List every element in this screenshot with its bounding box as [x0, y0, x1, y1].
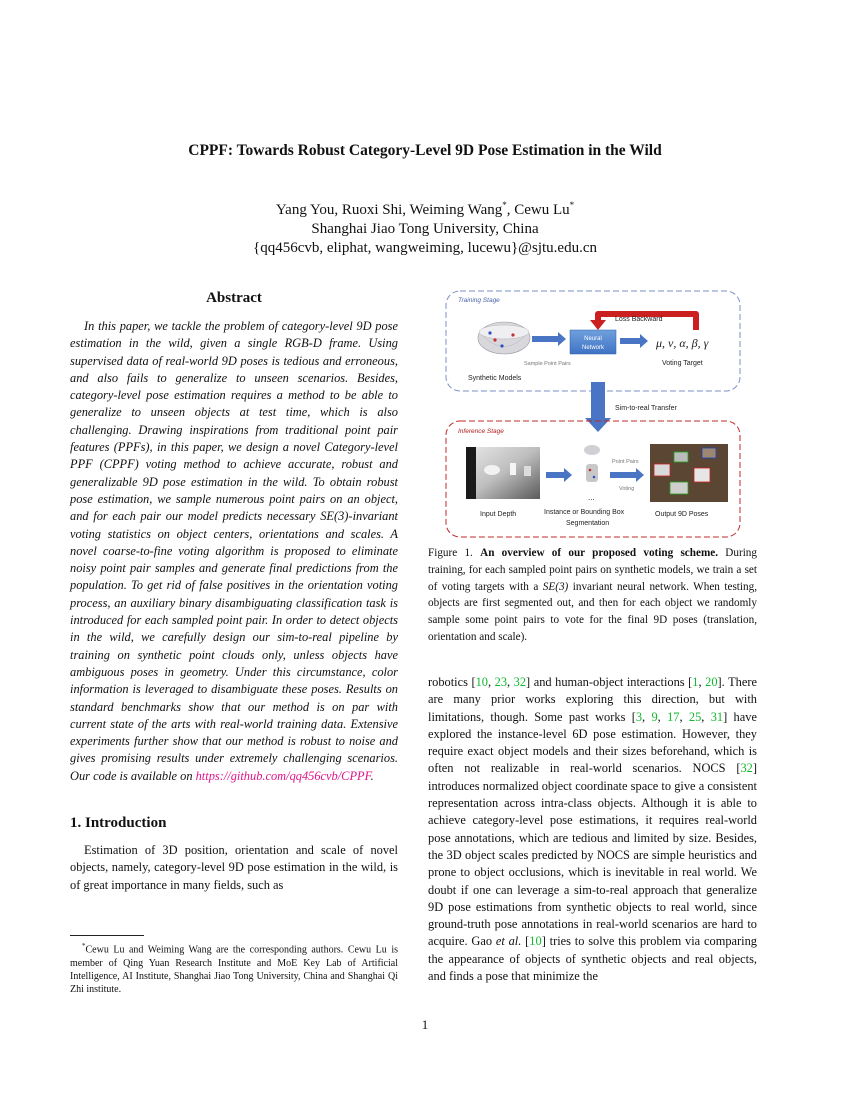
- sample-point-pairs-label: Sample Point Pairs: [524, 361, 571, 367]
- sim-to-real-arrow: [591, 382, 605, 420]
- synthetic-models-label: Synthetic Models: [468, 375, 522, 382]
- citation-link[interactable]: 32: [513, 675, 527, 689]
- neural-network-label-2: Network: [581, 345, 605, 351]
- segmentation-ellipsis: ...: [588, 493, 595, 502]
- citation-link[interactable]: 10: [529, 934, 542, 949]
- author-star: *: [502, 200, 507, 210]
- page-number: 1: [421, 1017, 429, 1032]
- training-stage-label: Training Stage: [458, 297, 500, 304]
- sim-to-real-arrowhead: [585, 418, 611, 432]
- citation-link[interactable]: 17: [667, 709, 680, 724]
- citation-link[interactable]: 3: [635, 709, 643, 724]
- citation-link[interactable]: 31: [710, 709, 724, 724]
- input-depth-label: Input Depth: [480, 511, 517, 518]
- abstract-heading: Abstract: [206, 290, 262, 306]
- point-pairs-label: Point Pairs: [612, 459, 639, 465]
- abstract-text: In this paper, we tackle the problem of category-level 9D pose estimation in the wild, given a single RGB-D frame. Using supervised data of real-world 9D poses is tedious and erroneous, and also fails to generalize to unseen scenarios. Besides, category-level pose estimation requires a method to be able to generalize to unseen objects at test time, which is also challenging. Drawing inspirations from traditional point pair features (PPFs), in this paper, we design a novel Category-level PPF (CPPF) voting method to achieve accurate, robust and generalizable 9D pose estimation in the wild. To obtain robust pose estimation, we sample numerous point pairs on an object, and for each pair our model predicts necessary SE(3)-invariant voting statistics on object centers, orientations and scales. A novel coarse-to-fine voting algorithm is proposed to eliminate noisy point pair samples and generate final predictions from the population. To get rid of false positives in the orientation voting process, an auxiliary binary disambiguating classification task is introduced for each sampled point pair. In order to detect objects in the wild, we carefully design our sim-to-real pipeline by training on synthetic point clouds only, unless objects have ambiguous poses in geometry. Under this circumstance, color information is leveraged to disambiguate these poses. Results on standard benchmarks show that our method is on par with current state of the arts with real-world training data. Extensive experiments further show that our method is robust to noise and gives promising results under extremely challenging scenarios. Our code is available on https://github.com/qq456cvb/CPPF.: [70, 319, 398, 783]
- input-depth-image: [466, 447, 540, 499]
- voting-label: Voting: [619, 486, 635, 492]
- output-poses-image: [650, 444, 728, 502]
- author-names: Yang You, Ruoxi Shi, Weiming Wang*, Cewu Lu*: [275, 200, 575, 218]
- left-column: [70, 290, 398, 894]
- citation-link[interactable]: 32: [740, 761, 753, 776]
- train-arrow-2: [620, 334, 648, 348]
- right-body-text: robotics [10, 23, 32] and human-object interactions [1, 20]. There are many prior works exploring this direction, but with limitations, though. Some past works [3, 9, 17, 25, 31] have explored the instance-level 6D pose estimation. However, they require exact object models and their sizes beforehand, which is often not realizable in real-world scenarios. NOCS [32] introduces normalized object coordinate space to give a consistent representation across intra-class objects. Although it is able to achieve category-level pose estimations, it requires real-world pose annotations, which are tedious and limited by size. Besides, the 3D object scales predicted by NOCS are simple heuristics and prone to object occlusions, which is inevitable in real world. We doubt if one can leverage a sim-to-real approach that generalize 9D pose estimations from synthetic objects to real world, since ground-truth pose annotations in real-world scenarios are hard to acquire. Gao et al. [10] tries to solve this problem via comparing the appearance of objects of synthetic objects and real objects, and finds a pose that minimize the: [428, 675, 757, 984]
- citation-link[interactable]: 23: [494, 675, 508, 689]
- neural-network-label-1: Neural: [584, 336, 602, 342]
- introduction-heading: 1. Introduction: [70, 815, 167, 832]
- segmentation-label-2: Segmentation: [566, 520, 610, 527]
- affiliation: Shanghai Jiao Tong University, China: [311, 221, 539, 237]
- voting-target-label: Voting Target: [662, 360, 703, 367]
- sim-to-real-label: Sim-to-real Transfer: [615, 405, 677, 412]
- overview-figure: [440, 288, 744, 540]
- introduction-text: Estimation of 3D position, orientation and scale of novel objects, namely, category-level 9D pose estimation in the wild, is of great importance in many fields, such as: [70, 843, 398, 892]
- author-star-2: *: [569, 200, 575, 210]
- figure-caption: Figure 1. An overview of our proposed voting scheme. During training, for each sampled point pairs on synthetic models, we train a set of voting targets with a SE(3) invariant neural network. When testing, objects are first segmented out, and then for each object we randomly sample some point pairs to vote for the final 9D poses (translation, orientation and scale).: [428, 547, 757, 643]
- paper-title: CPPF: Towards Robust Category-Level 9D Pose Estimation in the Wild: [188, 142, 662, 159]
- citation-link[interactable]: 9: [651, 709, 658, 724]
- segmented-objects: [584, 445, 600, 482]
- author-block: [0, 196, 850, 258]
- loss-backward-arrowhead: [590, 320, 606, 330]
- train-arrow-1: [532, 332, 566, 346]
- citation-link[interactable]: 10: [475, 675, 488, 689]
- citation-link[interactable]: 1: [692, 675, 699, 689]
- infer-arrow-2: [610, 468, 644, 482]
- synthetic-bowl-model: [478, 322, 530, 354]
- footnote: *Cewu Lu and Weiming Wang are the corresponding authors. Cewu Lu is member of Qing Yuan Research Institute and MoE Key Lab of Artificial Intelligence, AI Institute, Shanghai Jiao Tong University, China and Shanghai Qi Zhi institute.: [70, 942, 398, 996]
- inference-stage-label: Inference Stage: [458, 428, 504, 435]
- author-emails: {qq456cvb, eliphat, wangweiming, lucewu}@sjtu.edu.cn: [253, 240, 597, 256]
- right-column: [428, 674, 757, 985]
- infer-arrow-1: [546, 468, 572, 482]
- citation-link[interactable]: 25: [688, 709, 702, 724]
- code-link[interactable]: https://github.com/qq456cvb/CPPF: [195, 768, 371, 783]
- voting-target-symbols: μ, ν, α, β, γ: [656, 336, 709, 350]
- citation-link[interactable]: 20: [705, 675, 718, 689]
- footnote-rule: [70, 935, 144, 936]
- segmentation-label-1: Instance or Bounding Box: [544, 509, 625, 516]
- loss-backward-label: Loss Backward: [615, 316, 663, 323]
- output-poses-label: Output 9D Poses: [655, 511, 709, 518]
